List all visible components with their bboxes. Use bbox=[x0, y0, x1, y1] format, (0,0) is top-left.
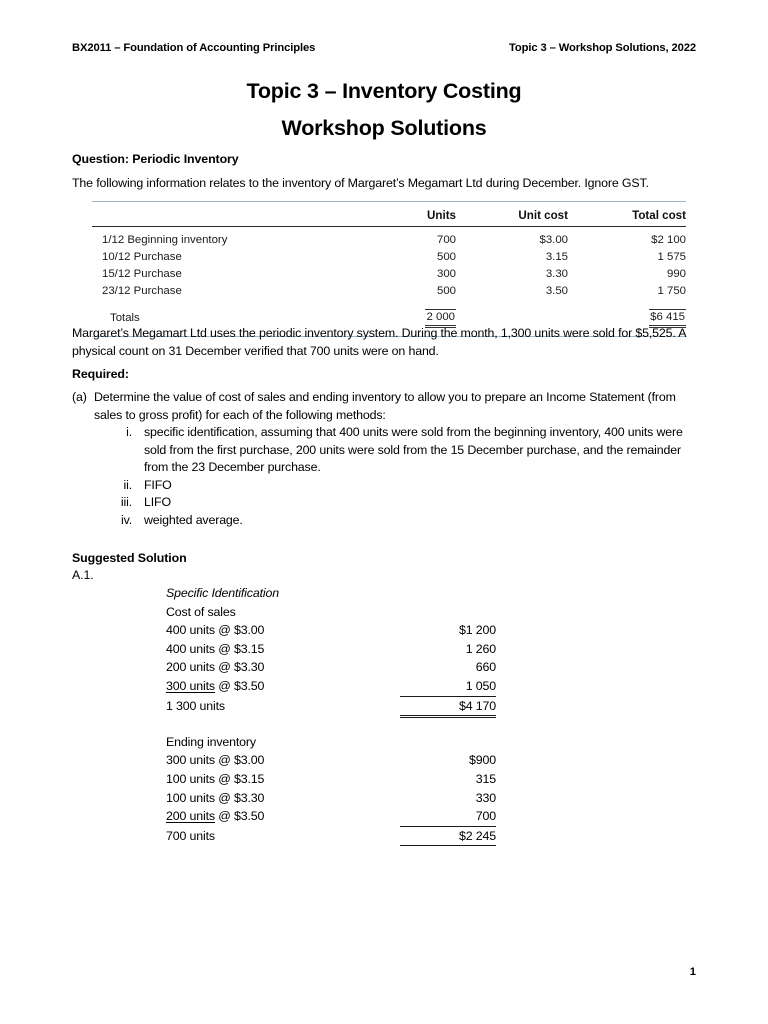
cost-of-sales-row-rate: @ $3.15 bbox=[214, 641, 265, 656]
cost-of-sales-row-units: 400 units bbox=[166, 641, 215, 656]
column-header-units: Units bbox=[364, 208, 456, 227]
solution-heading: Suggested Solution bbox=[72, 551, 187, 565]
document-title-line2: Workshop Solutions bbox=[281, 116, 487, 140]
cost-of-sales-row bbox=[166, 658, 496, 677]
cost-of-sales-row-amount: 660 bbox=[475, 660, 496, 675]
cost-of-sales-row-units: 300 units bbox=[166, 678, 215, 693]
list-item bbox=[72, 424, 698, 477]
row-units: 700 bbox=[436, 234, 456, 246]
ending-inventory-row-desc bbox=[166, 770, 264, 789]
ending-inventory-row-amount: 700 bbox=[475, 809, 496, 824]
totals-total-cost-value: $6 415 bbox=[649, 309, 686, 329]
cost-of-sales-row-amount: 1 050 bbox=[465, 678, 496, 693]
list-item bbox=[72, 477, 698, 495]
ending-inventory-total-desc: 700 units bbox=[166, 828, 215, 843]
row-unit-cost: 3.15 bbox=[545, 250, 568, 263]
required-item-a-marker: (a) bbox=[72, 390, 87, 404]
row-units: 500 bbox=[436, 284, 456, 297]
ending-inventory-row bbox=[166, 751, 496, 770]
ending-inventory-row-amount: 315 bbox=[475, 771, 496, 786]
row-unit-cost: 3.50 bbox=[545, 284, 568, 297]
inventory-table-header-row bbox=[92, 208, 686, 227]
row-label: 23/12 Purchase bbox=[102, 284, 182, 297]
table-row bbox=[92, 283, 686, 300]
cost-of-sales-row-rate: @ $3.50 bbox=[214, 678, 265, 693]
list-item-marker: iv. bbox=[120, 512, 132, 527]
row-total-cost: 1 575 bbox=[657, 250, 686, 263]
list-item-text: specific identification, assuming that 400 units were sold from the beginning inventory, 400 units were sold from the first purchase, 200 units were sold from the 15 December purchase, and the remainder from the 23 December purchase. bbox=[144, 425, 683, 474]
row-label: 15/12 Purchase bbox=[102, 267, 182, 280]
cost-of-sales-row-desc bbox=[166, 621, 264, 640]
ending-inventory-row-amount: 330 bbox=[475, 790, 496, 805]
document-title-line1: Topic 3 – Inventory Costing bbox=[246, 79, 522, 103]
cost-of-sales-total-desc: 1 300 units bbox=[166, 698, 225, 713]
ending-inventory-row-desc bbox=[166, 807, 264, 826]
ending-inventory-total-amount: $2 245 bbox=[400, 826, 496, 847]
ending-inventory-row bbox=[166, 770, 496, 789]
cost-of-sales-total-amount: $4 170 bbox=[400, 696, 496, 719]
row-units: 500 bbox=[436, 250, 456, 263]
ending-inventory-row-rate: @ $3.00 bbox=[214, 753, 265, 768]
narrative-paragraph: Margaret’s Megamart Ltd uses the periodic inventory system. During the month, 1,300 units were sold for $5,525. A physical count on 31 December verified that 700 units were on hand. bbox=[72, 326, 686, 358]
cost-of-sales-row-amount: $1 200 bbox=[459, 623, 496, 638]
ending-inventory-row-rate: @ $3.30 bbox=[214, 790, 265, 805]
cost-of-sales-row-rate: @ $3.30 bbox=[214, 660, 265, 675]
cost-of-sales-row bbox=[166, 621, 496, 640]
inventory-table-head bbox=[92, 202, 686, 227]
ending-inventory-total-row bbox=[166, 826, 496, 845]
list-item-text: FIFO bbox=[144, 477, 172, 492]
required-sub-list bbox=[72, 424, 698, 529]
ending-inventory-row bbox=[166, 807, 496, 826]
cost-of-sales-row-amount: 1 260 bbox=[465, 641, 496, 656]
ending-inventory-heading: Ending inventory bbox=[166, 734, 256, 749]
question-heading: Question: Periodic Inventory bbox=[72, 152, 239, 166]
running-header-left: BX2011 – Foundation of Accounting Principles bbox=[72, 42, 316, 54]
cost-of-sales-row-desc bbox=[166, 677, 264, 696]
column-header-unit-cost: Unit cost bbox=[456, 208, 576, 227]
ending-inventory-row-desc bbox=[166, 751, 264, 770]
row-total-cost: 990 bbox=[666, 267, 686, 280]
list-item-marker: i. bbox=[126, 425, 132, 439]
table-row bbox=[92, 266, 686, 283]
running-header bbox=[72, 42, 696, 54]
row-label: 1/12 Beginning inventory bbox=[102, 234, 228, 246]
required-heading: Required: bbox=[72, 367, 129, 381]
required-item-a bbox=[72, 389, 698, 424]
totals-units-value: 2 000 bbox=[425, 309, 456, 329]
row-total-cost: 1 750 bbox=[657, 284, 686, 297]
list-item bbox=[72, 494, 698, 512]
row-label: 10/12 Purchase bbox=[102, 250, 182, 263]
inventory-table-body bbox=[92, 227, 686, 337]
cost-of-sales-row-desc bbox=[166, 640, 264, 659]
ending-inventory-row-rate: @ $3.50 bbox=[214, 809, 265, 824]
list-item-text: weighted average. bbox=[144, 512, 243, 527]
row-unit-cost: $3.00 bbox=[539, 234, 568, 246]
cost-of-sales-row-units: 200 units bbox=[166, 660, 215, 675]
ending-inventory-row-units: 200 units bbox=[166, 809, 215, 824]
column-header-blank bbox=[92, 208, 364, 227]
running-header-right: Topic 3 – Workshop Solutions, 2022 bbox=[508, 42, 696, 54]
cost-of-sales-row-desc bbox=[166, 658, 264, 677]
cost-of-sales-row-units: 400 units bbox=[166, 623, 215, 638]
row-total-cost: $2 100 bbox=[651, 234, 686, 246]
list-item-text: LIFO bbox=[144, 495, 171, 509]
cost-of-sales-row bbox=[166, 677, 496, 696]
ending-inventory-row-amount: $900 bbox=[469, 753, 496, 768]
table-row bbox=[92, 249, 686, 266]
ending-inventory-row-rate: @ $3.15 bbox=[214, 771, 265, 786]
cost-of-sales-total-row bbox=[166, 696, 496, 715]
cost-of-sales-row bbox=[166, 640, 496, 659]
ending-inventory-row-units: 100 units bbox=[166, 790, 215, 805]
column-header-total-cost: Total cost bbox=[576, 208, 686, 227]
ending-inventory-row-desc bbox=[166, 789, 264, 808]
inventory-table bbox=[92, 201, 686, 337]
cost-of-sales-row-rate: @ $3.00 bbox=[214, 623, 265, 638]
cost-of-sales-heading: Cost of sales bbox=[166, 604, 236, 619]
ending-inventory-row bbox=[166, 789, 496, 808]
row-unit-cost: 3.30 bbox=[545, 267, 568, 280]
solution-method-title: Specific Identification bbox=[166, 586, 279, 600]
solution-block bbox=[166, 584, 496, 844]
solution-label: A.1. bbox=[72, 568, 94, 582]
question-intro: The following information relates to the inventory of Margaret’s Megamart Ltd during December. Ignore GST. bbox=[72, 176, 649, 190]
required-item-a-text: Determine the value of cost of sales and ending inventory to allow you to prepare an Income Statement (from sales to gross profit) for each of the following methods: bbox=[94, 390, 676, 422]
list-item bbox=[72, 512, 698, 530]
ending-inventory-row-units: 300 units bbox=[166, 753, 215, 768]
list-item-marker: ii. bbox=[123, 477, 132, 492]
list-item-marker: iii. bbox=[120, 495, 132, 509]
row-units: 300 bbox=[436, 267, 456, 280]
table-row bbox=[92, 227, 686, 249]
page-number: 1 bbox=[689, 966, 696, 978]
ending-inventory-row-units: 100 units bbox=[166, 771, 215, 786]
totals-label: Totals bbox=[110, 312, 140, 325]
